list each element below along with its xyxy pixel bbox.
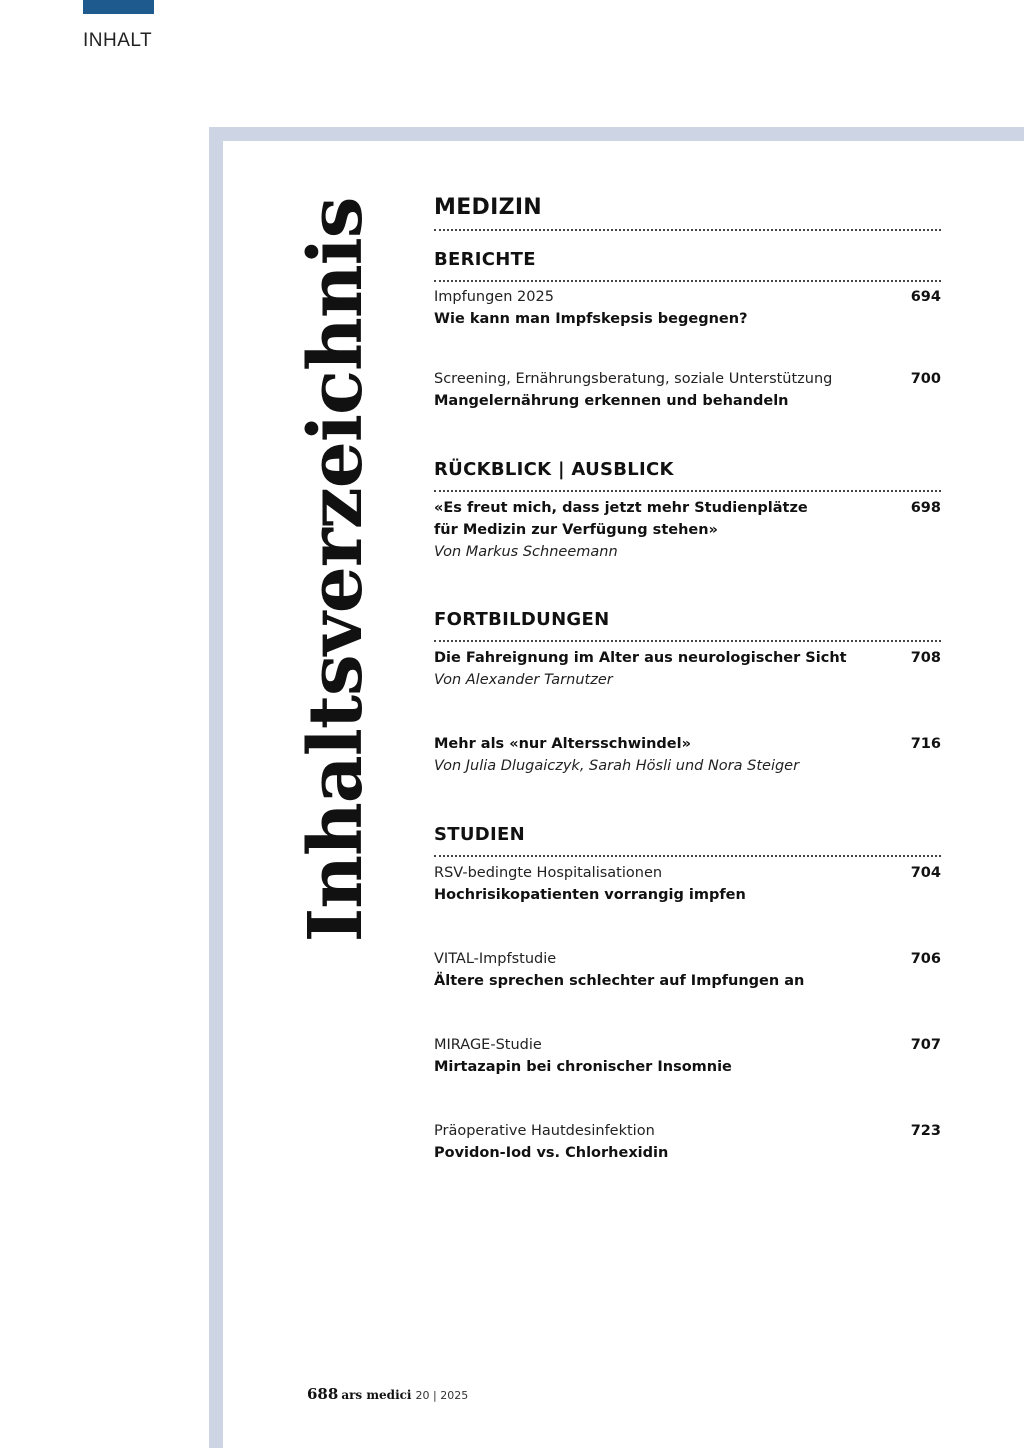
entry-page-number: 708 [910,650,941,666]
entry-author: Von Julia Dlugaiczyk, Sarah Hösli und Nora Steiger [434,758,800,774]
toc-entry[interactable] [434,1120,941,1164]
entry-kicker: Screening, Ernährungsberatung, soziale Unterstützung [434,371,833,387]
entry-title: Povidon-Iod vs. Chlorhexidin [434,1145,669,1161]
frame-left-bar [209,127,223,1448]
section-label: INHALT [83,30,153,51]
entry-page-number: 723 [910,1123,941,1139]
entry-title: Die Fahreignung im Alter aus neurologischer Sicht [434,650,847,666]
footer-brand: ars medici [341,1388,412,1402]
entry-page-number: 704 [910,865,941,881]
dotted-divider [434,280,941,282]
entry-title: Mehr als «nur Altersschwindel» [434,736,691,752]
entry-page-number: 706 [910,951,941,967]
entry-author: Von Markus Schneemann [434,544,618,560]
top-accent-tab [83,0,154,14]
entry-kicker: VITAL-Impfstudie [434,951,557,967]
heading-berichte: BERICHTE [434,249,536,270]
toc-entry[interactable] [434,948,941,992]
heading-fortbildungen: FORTBILDUNGEN [434,609,610,630]
dotted-divider [434,640,941,642]
footer-page-number: 688 [307,1385,339,1403]
vertical-page-title: Inhaltsverzeichnis [293,197,379,943]
entry-page-number: 700 [910,371,941,387]
entry-title: Mirtazapin bei chronischer Insomnie [434,1059,732,1075]
entry-title: Hochrisikopatienten vorrangig impfen [434,887,746,903]
entry-kicker: RSV-bedingte Hospitalisationen [434,865,663,881]
entry-title: Ältere sprechen schlechter auf Impfungen an [434,973,805,989]
toc-entry[interactable] [434,733,941,777]
entry-title-continued: für Medizin zur Verfügung stehen» [434,522,718,538]
entry-kicker: Impfungen 2025 [434,289,554,305]
dotted-divider [434,490,941,492]
toc-entry[interactable] [434,647,941,691]
entry-title: «Es freut mich, dass jetzt mehr Studienplätze [434,500,808,516]
dotted-divider [434,855,941,857]
toc-entry[interactable] [434,286,941,330]
entry-author: Von Alexander Tarnutzer [434,672,613,688]
heading-medizin: MEDIZIN [434,195,543,220]
page-footer [307,1384,468,1403]
entry-kicker: MIRAGE-Studie [434,1037,542,1053]
dotted-divider [434,229,941,231]
entry-title: Mangelernährung erkennen und behandeln [434,393,789,409]
toc-entry[interactable] [434,862,941,906]
heading-studien: STUDIEN [434,824,525,845]
toc-entry[interactable] [434,1034,941,1078]
entry-page-number: 694 [910,289,941,305]
frame-top-bar [209,127,1024,141]
entry-page-number: 707 [910,1037,941,1053]
entry-kicker: Präoperative Hautdesinfektion [434,1123,655,1139]
entry-title: Wie kann man Impfskepsis begegnen? [434,311,748,327]
entry-page-number: 698 [910,500,941,516]
toc-entry[interactable] [434,368,941,412]
toc-entry[interactable] [434,497,941,563]
heading-rueckblick-ausblick: RÜCKBLICK | AUSBLICK [434,459,674,480]
footer-issue: 20 | 2025 [415,1389,469,1402]
entry-page-number: 716 [910,736,941,752]
